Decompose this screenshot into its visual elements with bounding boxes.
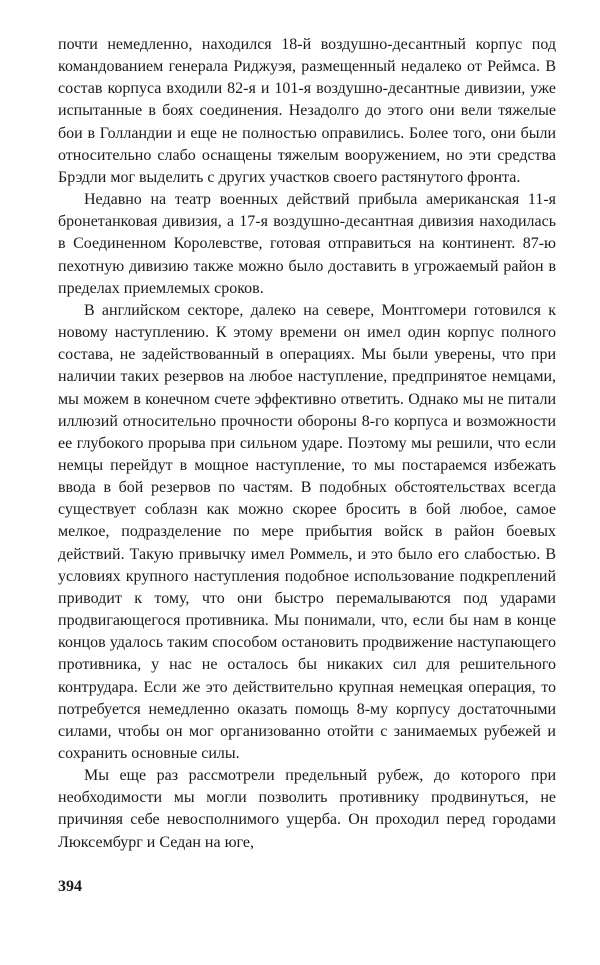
page-number: 394	[58, 878, 82, 895]
paragraph-4: Мы еще раз рассмотрели предельный рубеж, до которого при необходимости мы могли позволить противнику продвинуться, не причиняя себе невосполнимого ущерба. Он проходил перед городами Люксембург и Седан на юге,	[58, 767, 556, 851]
paragraph-1: почти немедленно, находился 18-й воздушно-десантный корпус под командованием генерала Риджуэя, размещенный недалеко от Реймса. В состав корпуса входили 82-я и 101-я воздушно-десантные дивизии, уже испытанные в боях соединения. Незадолго до этого они вели тяжелые бои в Голландии и еще не полностью оправились. Более того, они были относительно слабо оснащены тяжелым вооружением, но эти средства Брэдли мог выделить с других участков своего растянутого фронта.	[58, 36, 556, 186]
page-body	[58, 34, 556, 854]
paragraph-2: Недавно на театр военных действий прибыла американская 11-я бронетанковая дивизия, а 17-я воздушно-десантная дивизия находилась в Соединенном Королевстве, готовая отправиться на континент. 87-ю пехотную дивизию также можно было доставить в угрожаемый район в пределах приемлемых сроков.	[58, 191, 556, 297]
paragraph-3: В английском секторе, далеко на севере, Монтгомери готовился к новому наступлению. К этому времени он имел один корпус полного состава, не задействованный в операциях. Мы были уверены, что при наличии таких резервов на любое наступление, предпринятое немцами, мы можем в конечном счете эффективно ответить. Однако мы не питали иллюзий относительно прочности обороны 8-го корпуса и возможности ее глубокого прорыва при сильном ударе. Поэтому мы решили, что если немцы перейдут в мощное наступление, то мы постараемся избежать ввода в бой резервов по частям. В подобных обстоятельствах всегда существует соблазн как можно скорее бросить в бой любое, самое мелкое, подразделение по мере прибытия войск в район боевых действий. Такую привычку имел Роммель, и это было его слабостью. В условиях крупного наступления подобное использование подкреплений приводит к тому, что они быстро перемалываются под ударами продвигающегося противника. Мы понимали, что, если бы нам в конце концов удалось таким способом остановить продвижение наступающего противника, у нас не осталось бы никаких сил для решительного контрудара. Если же это действительно крупная немецкая операция, то потребуется немедленно оказать помощь 8-му корпусу достаточными силами, чтобы он мог организованно отойти с занимаемых рубежей и сохранить основные силы.	[58, 301, 556, 762]
